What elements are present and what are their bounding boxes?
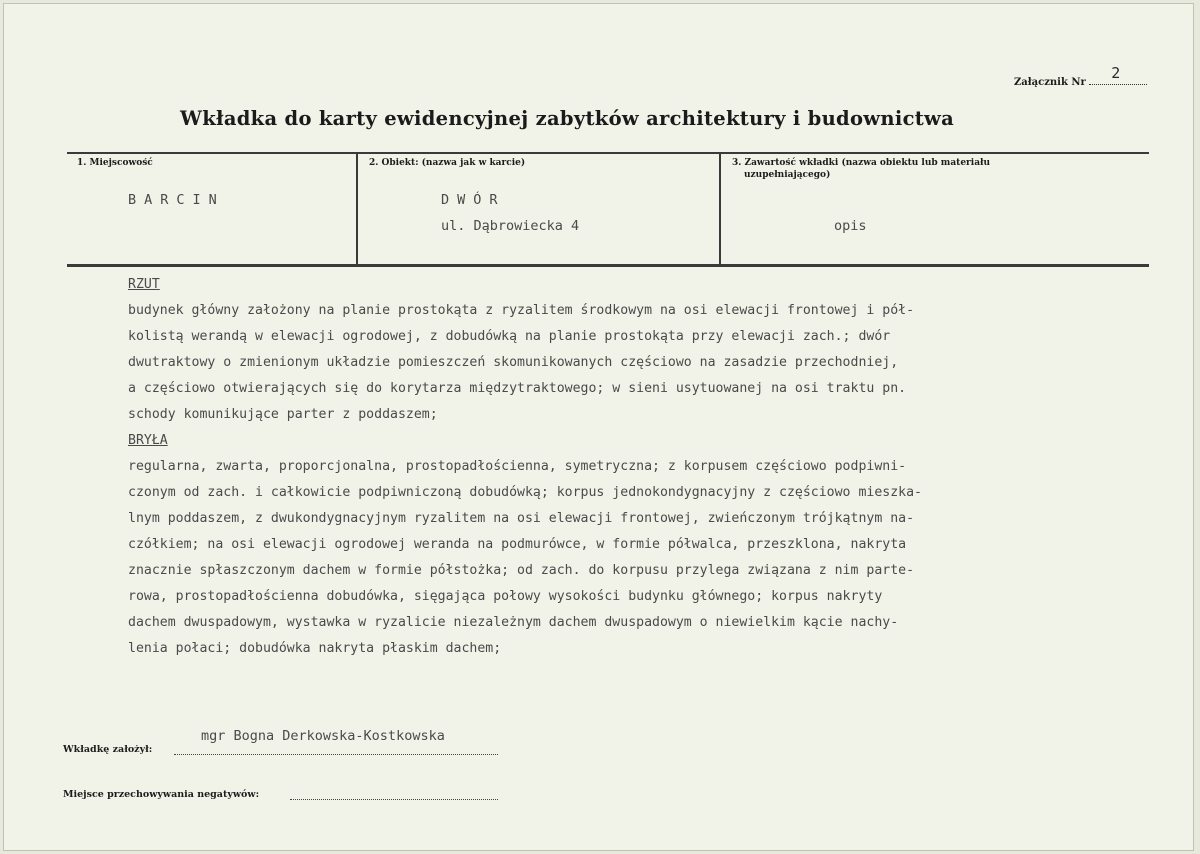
bryla-line: czonym od zach. i całkowicie podpiwniczoną dobudówką; korpus jednokondygnacyjny z częściowo mieszka-	[128, 485, 922, 500]
created-by-line	[174, 754, 498, 755]
rzut-line: schody komunikujące parter z poddaszem;	[128, 407, 438, 422]
object-address: ul. Dąbrowiecka 4	[441, 218, 580, 234]
rzut-line: budynek główny założony na planie prostokąta z ryzalitem środkowym na osi elewacji frontowej i pół-	[128, 303, 915, 318]
section-heading-bryla: BRYŁA	[128, 433, 168, 448]
locality-label: 1. Miejscowość	[77, 158, 153, 168]
card-title: Wkładka do karty ewidencyjnej zabytków architektury i budownictwa	[180, 107, 955, 130]
table-bottom-rule	[67, 264, 1149, 267]
rzut-line: a częściowo otwierających się do korytarza międzytraktowego; w sieni usytuowanej na osi traktu pn.	[128, 381, 907, 396]
table-divider-2	[719, 153, 721, 265]
bryla-line: znacznie spłaszczonym dachem w formie półstożka; od zach. do korpusu przylega związana z nim parte-	[128, 563, 915, 578]
bryla-line: lnym poddaszem, z dwukondygnacyjnym ryzalitem na osi elewacji frontowej, zwieńczonym trójkątnym na-	[128, 511, 915, 526]
created-by-label: Wkładkę założył:	[63, 744, 153, 755]
bryla-line: regularna, zwarta, proporcjonalna, prostopadłościenna, symetryczna; z korpusem częściowo podpiwni-	[128, 459, 907, 474]
rzut-line: dwutraktowy o zmienionym układzie pomieszczeń skomunikowanych częściowo na zasadzie przechodniej,	[128, 355, 899, 370]
attachment-number-value: 2	[1111, 64, 1121, 82]
bryla-line: lenia połaci; dobudówka nakryta płaskim dachem;	[128, 641, 502, 656]
contents-label-line1: 3. Zawartość wkładki (nazwa obiektu lub materiału	[732, 158, 991, 168]
attachment-number	[1014, 64, 1147, 88]
rzut-line: kolistą werandą w elewacji ogrodowej, z dobudówką na planie prostokąta przy elewacji zach.; dwór	[128, 329, 891, 344]
bryla-line: rowa, prostopadłościenna dobudówka, sięgająca połowy wysokości budynku głównego; korpus nakryty	[128, 589, 883, 604]
contents-value: opis	[834, 218, 867, 234]
description-body	[128, 272, 1158, 662]
section-heading-rzut: RZUT	[128, 277, 160, 292]
bryla-line: czółkiem; na osi elewacji ogrodowej weranda na podmurówce, w formie półwalca, przeszklona, nakryta	[128, 537, 907, 552]
contents-label-line2: uzupełniającego)	[744, 170, 831, 180]
bryla-line: dachem dwuspadowym, wystawka w ryzalicie niezależnym dachem dwuspadowym o niewielkim kącie nachy-	[128, 615, 899, 630]
table-divider-1	[356, 153, 358, 265]
object-value: DWÓR	[441, 192, 506, 208]
table-top-rule	[67, 152, 1149, 154]
locality-value: BARCIN	[128, 192, 225, 208]
attachment-number-line	[1089, 64, 1147, 85]
object-label: 2. Obiekt: (nazwa jak w karcie)	[369, 158, 526, 168]
attachment-label: Załącznik Nr	[1014, 77, 1086, 88]
record-card	[3, 3, 1194, 851]
negatives-location-line	[290, 799, 498, 800]
negatives-location-label: Miejsce przechowywania negatywów:	[63, 789, 260, 800]
created-by-value: mgr Bogna Derkowska-Kostkowska	[201, 728, 445, 744]
